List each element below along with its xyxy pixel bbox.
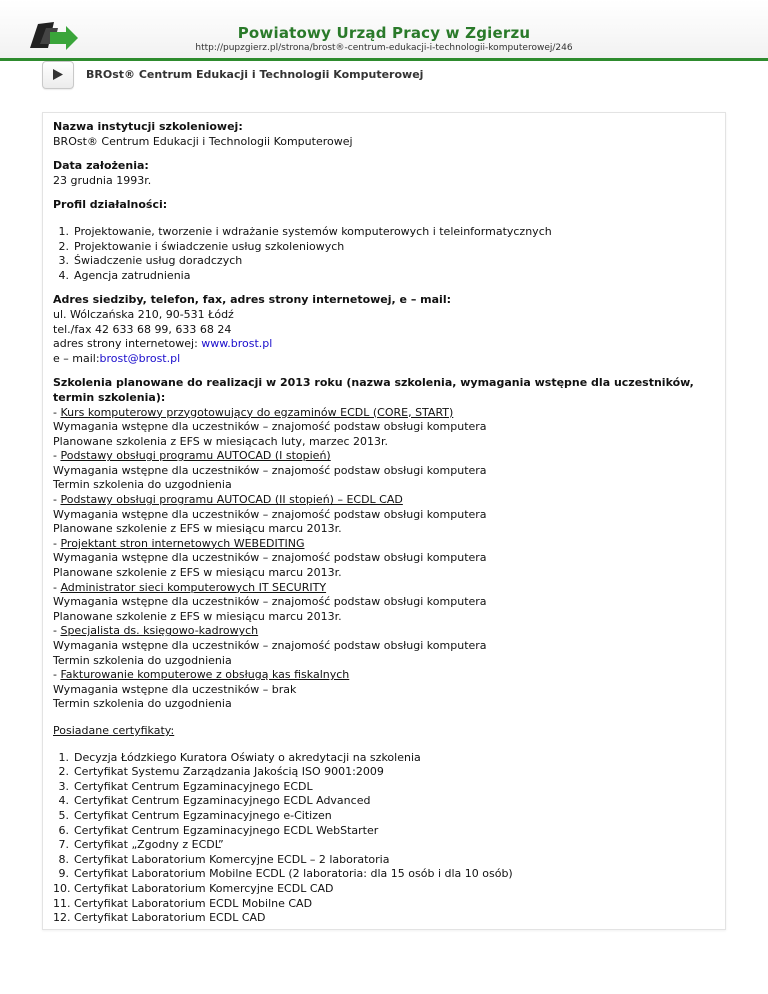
- site-header: [0, 0, 768, 61]
- training-name: - Specjalista ds. księgowo-kadrowych: [53, 624, 259, 638]
- list-item: 2. Certyfikat Systemu Zarządzania Jakością ISO 9001:2009: [58, 765, 384, 779]
- training-term: Planowane szkolenie z EFS w miesiącu marcu 2013r.: [53, 566, 342, 580]
- certificates-label: Posiadane certyfikaty:: [53, 723, 175, 737]
- training-name: - Podstawy obsługi programu AUTOCAD (I stopień): [53, 449, 331, 463]
- training-term: Termin szkolenia do uzgodnienia: [53, 478, 232, 492]
- training-term: Termin szkolenia do uzgodnienia: [53, 653, 232, 667]
- website-link[interactable]: www.brost.pl: [201, 337, 273, 351]
- institution-value: BROst® Centrum Edukacji i Technologii Komputerowej: [53, 134, 353, 148]
- list-item: 10. Certyfikat Laboratorium Komercyjne ECDL CAD: [53, 881, 334, 895]
- list-item: 3. Certyfikat Centrum Egzaminacyjnego ECDL: [58, 779, 313, 793]
- training-name: - Administrator sieci komputerowych IT SECURITY: [53, 580, 327, 594]
- list-item: 4. Agencja zatrudnienia: [58, 268, 191, 282]
- list-item: 5. Certyfikat Centrum Egzaminacyjnego e-Citizen: [58, 808, 332, 822]
- arrow-right-icon: [52, 68, 64, 81]
- list-item: 1. Decyzja Łódzkiego Kuratora Oświaty o akredytacji na szkolenia: [58, 750, 421, 764]
- training-requirements: Wymagania wstępne dla uczestników – znajomość podstaw obsługi komputera: [53, 420, 487, 434]
- expand-button[interactable]: [42, 61, 74, 89]
- certificates-list: [53, 751, 713, 926]
- training-term: Planowane szkolenie z EFS w miesiącu marcu 2013r.: [53, 522, 342, 536]
- trainings-label: Szkolenia planowane do realizacji w 2013 roku (nazwa szkolenia, wymagania wstępne dla uczestników, termin szkolenia):: [53, 376, 694, 404]
- address-email-row: e – mail:brost@brost.pl: [53, 351, 181, 365]
- list-item: 1. Projektowanie, tworzenie i wdrażanie systemów komputerowych i teleinformatycznych: [58, 224, 552, 238]
- training-name: - Fakturowanie komputerowe z obsługą kas fiskalnych: [53, 668, 350, 682]
- list-item: 3. Świadczenie usług doradczych: [58, 254, 243, 268]
- profile-list: [53, 225, 713, 283]
- training-term: Termin szkolenia do uzgodnienia: [53, 697, 232, 711]
- breadcrumb-title: BROst® Centrum Edukacji i Technologii Komputerowej: [86, 68, 424, 81]
- list-item: 11. Certyfikat Laboratorium ECDL Mobilne CAD: [53, 896, 313, 910]
- site-title: Powiatowy Urząd Pracy w Zgierzu: [237, 24, 531, 42]
- training-requirements: Wymagania wstępne dla uczestników – znajomość podstaw obsługi komputera: [53, 463, 487, 477]
- founded-value: 23 grudnia 1993r.: [53, 173, 152, 187]
- list-item: 7. Certyfikat „Zgodny z ECDL”: [58, 838, 224, 852]
- list-item: 4. Certyfikat Centrum Egzaminacyjnego ECDL Advanced: [58, 794, 371, 808]
- trainings-list: [53, 406, 713, 712]
- list-item: 8. Certyfikat Laboratorium Komercyjne ECDL – 2 laboratoria: [58, 852, 390, 866]
- training-term: Planowane szkolenia z EFS w miesiącach luty, marzec 2013r.: [53, 434, 389, 448]
- list-item: 6. Certyfikat Centrum Egzaminacyjnego ECDL WebStarter: [58, 823, 379, 837]
- training-requirements: Wymagania wstępne dla uczestników – znajomość podstaw obsługi komputera: [53, 507, 487, 521]
- training-name: - Podstawy obsługi programu AUTOCAD (II stopień) – ECDL CAD: [53, 493, 403, 507]
- training-term: Planowane szkolenie z EFS w miesiącu marcu 2013r.: [53, 609, 342, 623]
- founded-label: Data założenia:: [53, 159, 149, 173]
- list-item: 2. Projektowanie i świadczenie usług szkoleniowych: [58, 239, 345, 253]
- article-content: [53, 120, 713, 926]
- profile-label: Profil działalności:: [53, 198, 168, 212]
- address-website-row: adres strony internetowej: www.brost.pl: [53, 337, 273, 351]
- institution-label: Nazwa instytucji szkoleniowej:: [53, 120, 243, 133]
- training-name: - Kurs komputerowy przygotowujący do egzaminów ECDL (CORE, START): [53, 405, 454, 419]
- address-street: ul. Wólczańska 210, 90-531 Łódź: [53, 307, 234, 321]
- training-requirements: Wymagania wstępne dla uczestników – znajomość podstaw obsługi komputera: [53, 551, 487, 565]
- training-requirements: Wymagania wstępne dla uczestników – brak: [53, 682, 297, 696]
- address-phone: tel./fax 42 633 68 99, 633 68 24: [53, 322, 232, 336]
- email-link[interactable]: brost@brost.pl: [99, 351, 181, 365]
- training-requirements: Wymagania wstępne dla uczestników – znajomość podstaw obsługi komputera: [53, 639, 487, 652]
- address-label: Adres siedziby, telefon, fax, adres strony internetowej, e – mail:: [53, 293, 451, 307]
- page-url: http://pupzgierz.pl/strona/brost®-centrum-edukacji-i-technologii-komputerowej/246: [195, 43, 573, 53]
- breadcrumb: [0, 61, 768, 105]
- training-name: - Projektant stron internetowych WEBEDITING: [53, 536, 305, 550]
- training-requirements: Wymagania wstępne dla uczestników – znajomość podstaw obsługi komputera: [53, 595, 487, 609]
- list-item: 9. Certyfikat Laboratorium Mobilne ECDL (2 laboratoria: dla 15 osób i dla 10 osób): [58, 867, 513, 881]
- list-item: 12. Certyfikat Laboratorium ECDL CAD: [53, 911, 266, 925]
